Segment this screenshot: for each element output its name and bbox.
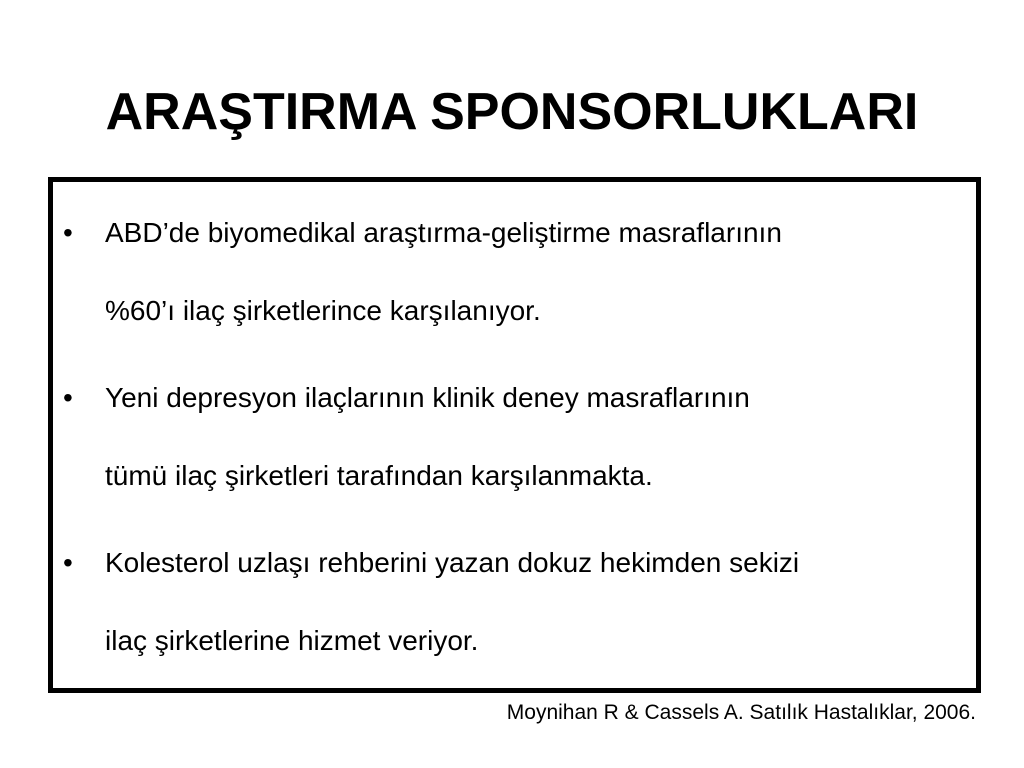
bullet-text-line: %60’ı ilaç şirketlerince karşılanıyor. [105, 295, 541, 326]
bullet-text-line: Yeni depresyon ilaçlarının klinik deney masraflarının [105, 382, 750, 413]
citation: Moynihan R & Cassels A. Satılık Hastalıklar, 2006. [506, 701, 976, 724]
slide-title: ARAŞTIRMA SPONSORLUKLARI [105, 83, 919, 141]
bullet-item [53, 359, 953, 519]
bullet-item [53, 194, 953, 354]
bullet-text-line: ilaç şirketlerine hizmet veriyor. [105, 625, 479, 656]
bullet-item [53, 524, 953, 684]
bullet-text-line: ABD’de biyomedikal araştırma-geliştirme masraflarının [105, 217, 782, 248]
bullet-marker: • [63, 547, 73, 578]
bullet-marker: • [63, 382, 73, 413]
content-box [48, 177, 981, 693]
bullet-text-line: tümü ilaç şirketleri tarafından karşılanmakta. [105, 460, 653, 491]
bullet-text-line: Kolesterol uzlaşı rehberini yazan dokuz hekimden sekizi [105, 547, 800, 578]
bullet-marker: • [63, 217, 73, 248]
